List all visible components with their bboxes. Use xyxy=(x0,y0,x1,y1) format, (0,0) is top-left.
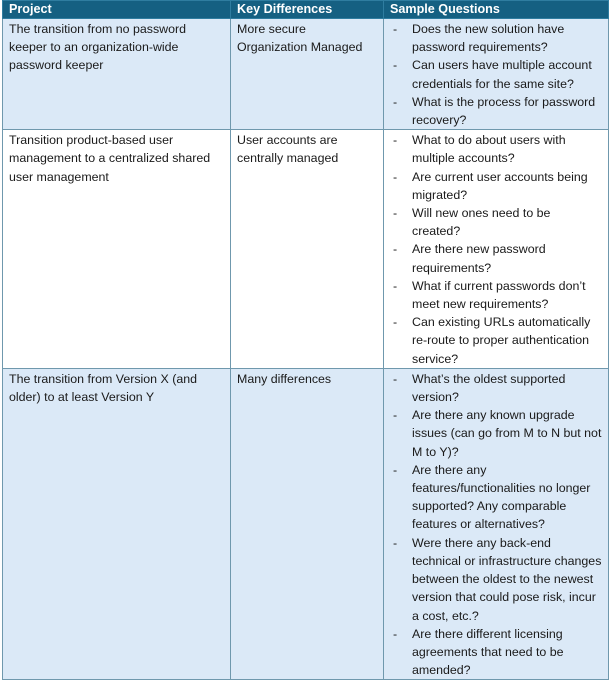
question-item xyxy=(390,93,602,129)
projects-table xyxy=(2,0,609,680)
project-cell: The transition from Version X (and older) to at least Version Y xyxy=(3,368,231,679)
question-item xyxy=(390,240,602,276)
dash-bullet: - xyxy=(393,22,398,36)
dash-bullet: - xyxy=(393,408,398,423)
header-sample-questions: Sample Questions xyxy=(384,1,609,19)
question-text: Are there any known upgrade issues (can go from M to N but not M to Y)? xyxy=(412,408,602,459)
question-text: Does the new solution have password requirements? xyxy=(412,22,565,55)
dash-bullet: - xyxy=(393,58,398,73)
question-text: Can existing URLs automatically re-route to proper authentication service? xyxy=(412,315,591,366)
dash-bullet: - xyxy=(393,206,398,221)
dash-bullet: - xyxy=(393,371,398,386)
dash-bullet: - xyxy=(393,315,398,330)
differences-cell: More secure Organization Managed xyxy=(231,19,384,130)
question-item xyxy=(390,277,602,313)
question-list xyxy=(390,131,602,368)
question-text: What is the process for password recovery? xyxy=(412,94,596,128)
question-text: Can users have multiple account credentials for the same site? xyxy=(412,58,592,91)
differences-cell: Many differences xyxy=(231,368,384,679)
header-project: Project xyxy=(3,1,231,19)
dash-bullet: - xyxy=(393,133,398,148)
project-cell: The transition from no password keeper to an organization-wide password keeper xyxy=(3,19,231,130)
differences-cell: User accounts are centrally managed xyxy=(231,130,384,369)
questions-cell xyxy=(384,19,609,130)
project-cell: Transition product-based user management to a centralized shared user management xyxy=(3,130,231,369)
table-row xyxy=(3,19,609,130)
question-item xyxy=(390,56,602,92)
question-item xyxy=(390,168,602,204)
dash-bullet: - xyxy=(393,626,398,641)
question-item xyxy=(390,625,602,680)
question-text: What’s the oldest supported version? xyxy=(412,371,566,405)
question-list xyxy=(390,370,602,679)
dash-bullet: - xyxy=(393,169,398,184)
question-text: Are there different licensing agreements that need to be amended? xyxy=(412,626,564,678)
question-text: Are there any features/functionalities no longer supported? Any comparable features or alternatives? xyxy=(412,462,591,532)
questions-cell xyxy=(384,130,609,369)
question-item xyxy=(390,313,602,368)
question-item xyxy=(390,131,602,167)
question-item xyxy=(390,406,602,461)
question-text: What to do about users with multiple accounts? xyxy=(412,133,566,166)
question-text: Are there new password requirements? xyxy=(412,242,546,275)
questions-cell xyxy=(384,368,609,679)
dash-bullet: - xyxy=(393,278,398,293)
dash-bullet: - xyxy=(393,94,398,109)
dash-bullet: - xyxy=(393,535,398,550)
header-row xyxy=(3,1,609,19)
question-text: Are current user accounts being migrated? xyxy=(412,169,588,202)
question-item xyxy=(390,370,602,406)
question-item xyxy=(390,534,602,625)
table-row xyxy=(3,130,609,369)
question-text: What if current passwords don’t meet new requirements? xyxy=(412,278,586,312)
header-key-differences: Key Differences xyxy=(231,1,384,19)
question-item xyxy=(390,20,602,56)
table-row xyxy=(3,368,609,679)
question-list xyxy=(390,20,602,129)
question-text: Will new ones need to be created? xyxy=(412,206,551,239)
dash-bullet: - xyxy=(393,462,398,477)
dash-bullet: - xyxy=(393,242,398,257)
question-item xyxy=(390,204,602,240)
question-text: Were there any back-end technical or infrastructure changes between the oldest to the newest version that could pose risk, incur a cost, etc.? xyxy=(412,535,602,623)
question-item xyxy=(390,461,602,534)
